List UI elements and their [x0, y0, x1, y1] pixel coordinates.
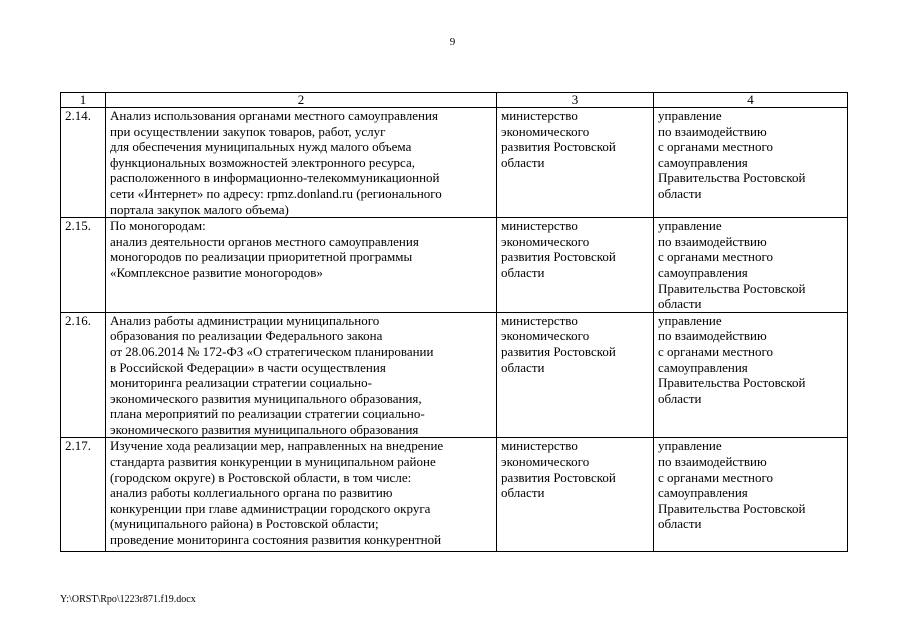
text-line: развития Ростовской: [501, 469, 616, 485]
table-row: [61, 218, 848, 313]
text-line: Правительства Ростовской: [658, 375, 806, 391]
page-number: 9: [449, 36, 456, 48]
text-line: с органами местного: [658, 139, 774, 155]
text-line: Правительства Ростовской: [658, 500, 806, 516]
text-line: анализ деятельности органов местного самоуправления: [110, 233, 419, 249]
text-line: стандарта развития конкуренции в муниципальном районе: [110, 454, 436, 470]
text-line: по взаимодействию: [658, 454, 767, 470]
table-row: [61, 438, 848, 552]
text-line: самоуправления: [658, 264, 748, 280]
text-line: в Российской Федерации» в части осуществления: [110, 359, 386, 375]
text-line: самоуправления: [658, 154, 748, 170]
text-line: (муниципального района) в Ростовской области;: [110, 516, 379, 532]
text-line: с органами местного: [658, 469, 774, 485]
text-line: от 28.06.2014 № 172-ФЗ «О стратегическом планировании: [110, 343, 434, 359]
text-line: министерство: [501, 108, 578, 123]
text-line: (городском округе) в Ростовской области, в том числе:: [110, 469, 412, 485]
text-line: проведение мониторинга состояния развития конкурентной: [110, 532, 442, 548]
row-number: 2.15.: [61, 218, 106, 313]
co-executor: [654, 312, 848, 438]
column-header-1: 1: [61, 93, 106, 108]
text-line: плана мероприятий по реализации стратегии социально-: [110, 406, 425, 422]
text-line: министерство: [501, 218, 578, 234]
row-number: 2.16.: [61, 312, 106, 438]
measure-description: [106, 108, 497, 218]
text-line: области: [501, 154, 545, 170]
text-line: области: [658, 516, 702, 532]
measure-description: [106, 218, 497, 313]
text-line: развития Ростовской: [501, 343, 616, 359]
document-table: [60, 92, 848, 552]
text-line: функциональных возможностей электронного ресурса,: [110, 154, 415, 170]
responsible-executor: [497, 438, 654, 552]
text-line: области: [501, 264, 545, 280]
text-line: Анализ использования органами местного самоуправления: [110, 108, 438, 123]
text-line: с органами местного: [658, 343, 774, 359]
text-line: Изучение хода реализации мер, направленных на внедрение: [110, 438, 444, 454]
text-line: с органами местного: [658, 249, 774, 265]
responsible-executor: [497, 108, 654, 218]
text-line: управление: [658, 108, 722, 123]
row-number: 2.17.: [61, 438, 106, 552]
text-line: расположенного в информационно-телекоммуникационной: [110, 170, 440, 186]
text-line: управление: [658, 218, 722, 234]
text-line: по взаимодействию: [658, 123, 767, 139]
text-line: моногородов по реализации приоритетной программы: [110, 249, 413, 265]
column-header-4: 4: [654, 93, 848, 108]
text-line: Правительства Ростовской: [658, 170, 806, 186]
text-line: управление: [658, 312, 722, 328]
file-path-footer: Y:\ORST\Rpo\1223r871.f19.docx: [60, 594, 196, 605]
column-header-3: 3: [497, 93, 654, 108]
text-line: портала закупок малого объема): [110, 201, 289, 217]
co-executor: [654, 108, 848, 218]
text-line: мониторинга реализации стратегии социально-: [110, 375, 372, 391]
table-header-row: [61, 93, 848, 108]
text-line: По моногородам:: [110, 218, 206, 234]
measure-description: [106, 312, 497, 438]
co-executor: [654, 438, 848, 552]
text-line: экономического развития муниципального образования: [110, 421, 419, 437]
text-line: по взаимодействию: [658, 233, 767, 249]
column-header-2: 2: [106, 93, 497, 108]
text-line: Правительства Ростовской: [658, 280, 806, 296]
text-line: для обеспечения муниципальных нужд малого объема: [110, 139, 412, 155]
text-line: самоуправления: [658, 359, 748, 375]
text-line: министерство: [501, 438, 578, 454]
measure-description: [106, 438, 497, 552]
text-line: экономического: [501, 123, 590, 139]
text-line: при осуществлении закупок товаров, работ, услуг: [110, 123, 386, 139]
text-line: экономического: [501, 328, 590, 344]
text-line: области: [658, 185, 702, 201]
text-line: по взаимодействию: [658, 328, 767, 344]
text-line: образования по реализации Федерального закона: [110, 328, 383, 344]
responsible-executor: [497, 218, 654, 313]
table-row: [61, 108, 848, 218]
text-line: «Комплексное развитие моногородов»: [110, 264, 323, 280]
text-line: области: [501, 485, 545, 501]
text-line: конкуренции при главе администрации городского округа: [110, 500, 431, 516]
row-number: 2.14.: [61, 108, 106, 218]
text-line: анализ работы коллегиального органа по развитию: [110, 485, 393, 501]
text-line: самоуправления: [658, 485, 748, 501]
text-line: Анализ работы администрации муниципального: [110, 312, 380, 328]
co-executor: [654, 218, 848, 313]
text-line: министерство: [501, 312, 578, 328]
text-line: сети «Интернет» по адресу: rpmz.donland.ru (регионального: [110, 185, 442, 201]
text-line: экономического: [501, 233, 590, 249]
text-line: развития Ростовской: [501, 139, 616, 155]
text-line: экономического: [501, 454, 590, 470]
responsible-executor: [497, 312, 654, 438]
text-line: развития Ростовской: [501, 249, 616, 265]
table-row: [61, 312, 848, 438]
text-line: области: [501, 359, 545, 375]
text-line: области: [658, 390, 702, 406]
text-line: экономического развития муниципального образования,: [110, 390, 422, 406]
text-line: управление: [658, 438, 722, 454]
text-line: области: [658, 296, 702, 312]
